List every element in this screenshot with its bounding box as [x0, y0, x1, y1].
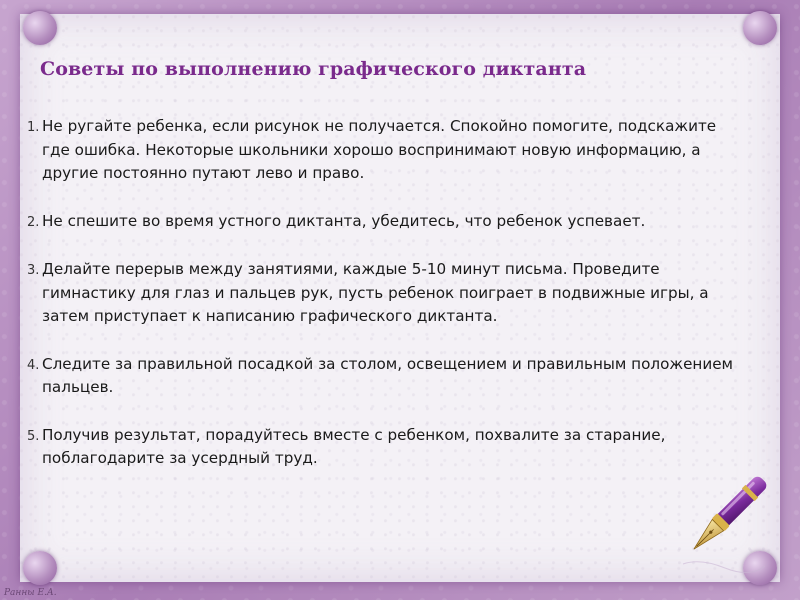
- tip-number: 2.: [27, 214, 40, 230]
- slide-title: Советы по выполнению графического диктанта: [40, 58, 587, 80]
- tip-item: [27, 258, 747, 329]
- tip-text: Получив результат, порадуйтесь вместе с ребенком, похвалите за старание, поблагодарите за усердный труд.: [42, 425, 666, 467]
- tip-number: 3.: [27, 263, 40, 278]
- tip-item: [27, 210, 747, 235]
- tips-list: [27, 115, 747, 495]
- frame-corner-ornament: [743, 11, 777, 45]
- tip-text: Не ругайте ребенка, если рисунок не получается. Спокойно помогите, подскажите где ошибка. Некоторые школьники хорошо воспринимают новую информацию, а другие постоянно путают лево и право.: [42, 117, 717, 182]
- author-signature: Ранны Е.А.: [4, 588, 57, 598]
- tip-text: Следите за правильной посадкой за столом, освещением и правильным положением пальцев.: [42, 354, 734, 396]
- tip-number: 5.: [27, 428, 40, 444]
- tip-item: [27, 424, 747, 471]
- fountain-pen-icon: [665, 468, 775, 578]
- tip-number: 1.: [27, 120, 40, 135]
- frame-corner-ornament: [23, 551, 57, 585]
- tip-number: 4.: [27, 357, 40, 373]
- tip-item: [27, 115, 747, 186]
- tip-text: Делайте перерыв между занятиями, каждые 5-10 минут письма. Проведите гимнастику для глаз и пальцев рук, пусть ребенок поиграет в подвижные игры, а затем приступает к написанию графического диктанта.: [42, 260, 709, 325]
- tip-item: [27, 353, 747, 400]
- tip-text: Не спешите во время устного диктанта, убедитесь, что ребенок успевает.: [42, 211, 646, 230]
- frame-corner-ornament: [23, 11, 57, 45]
